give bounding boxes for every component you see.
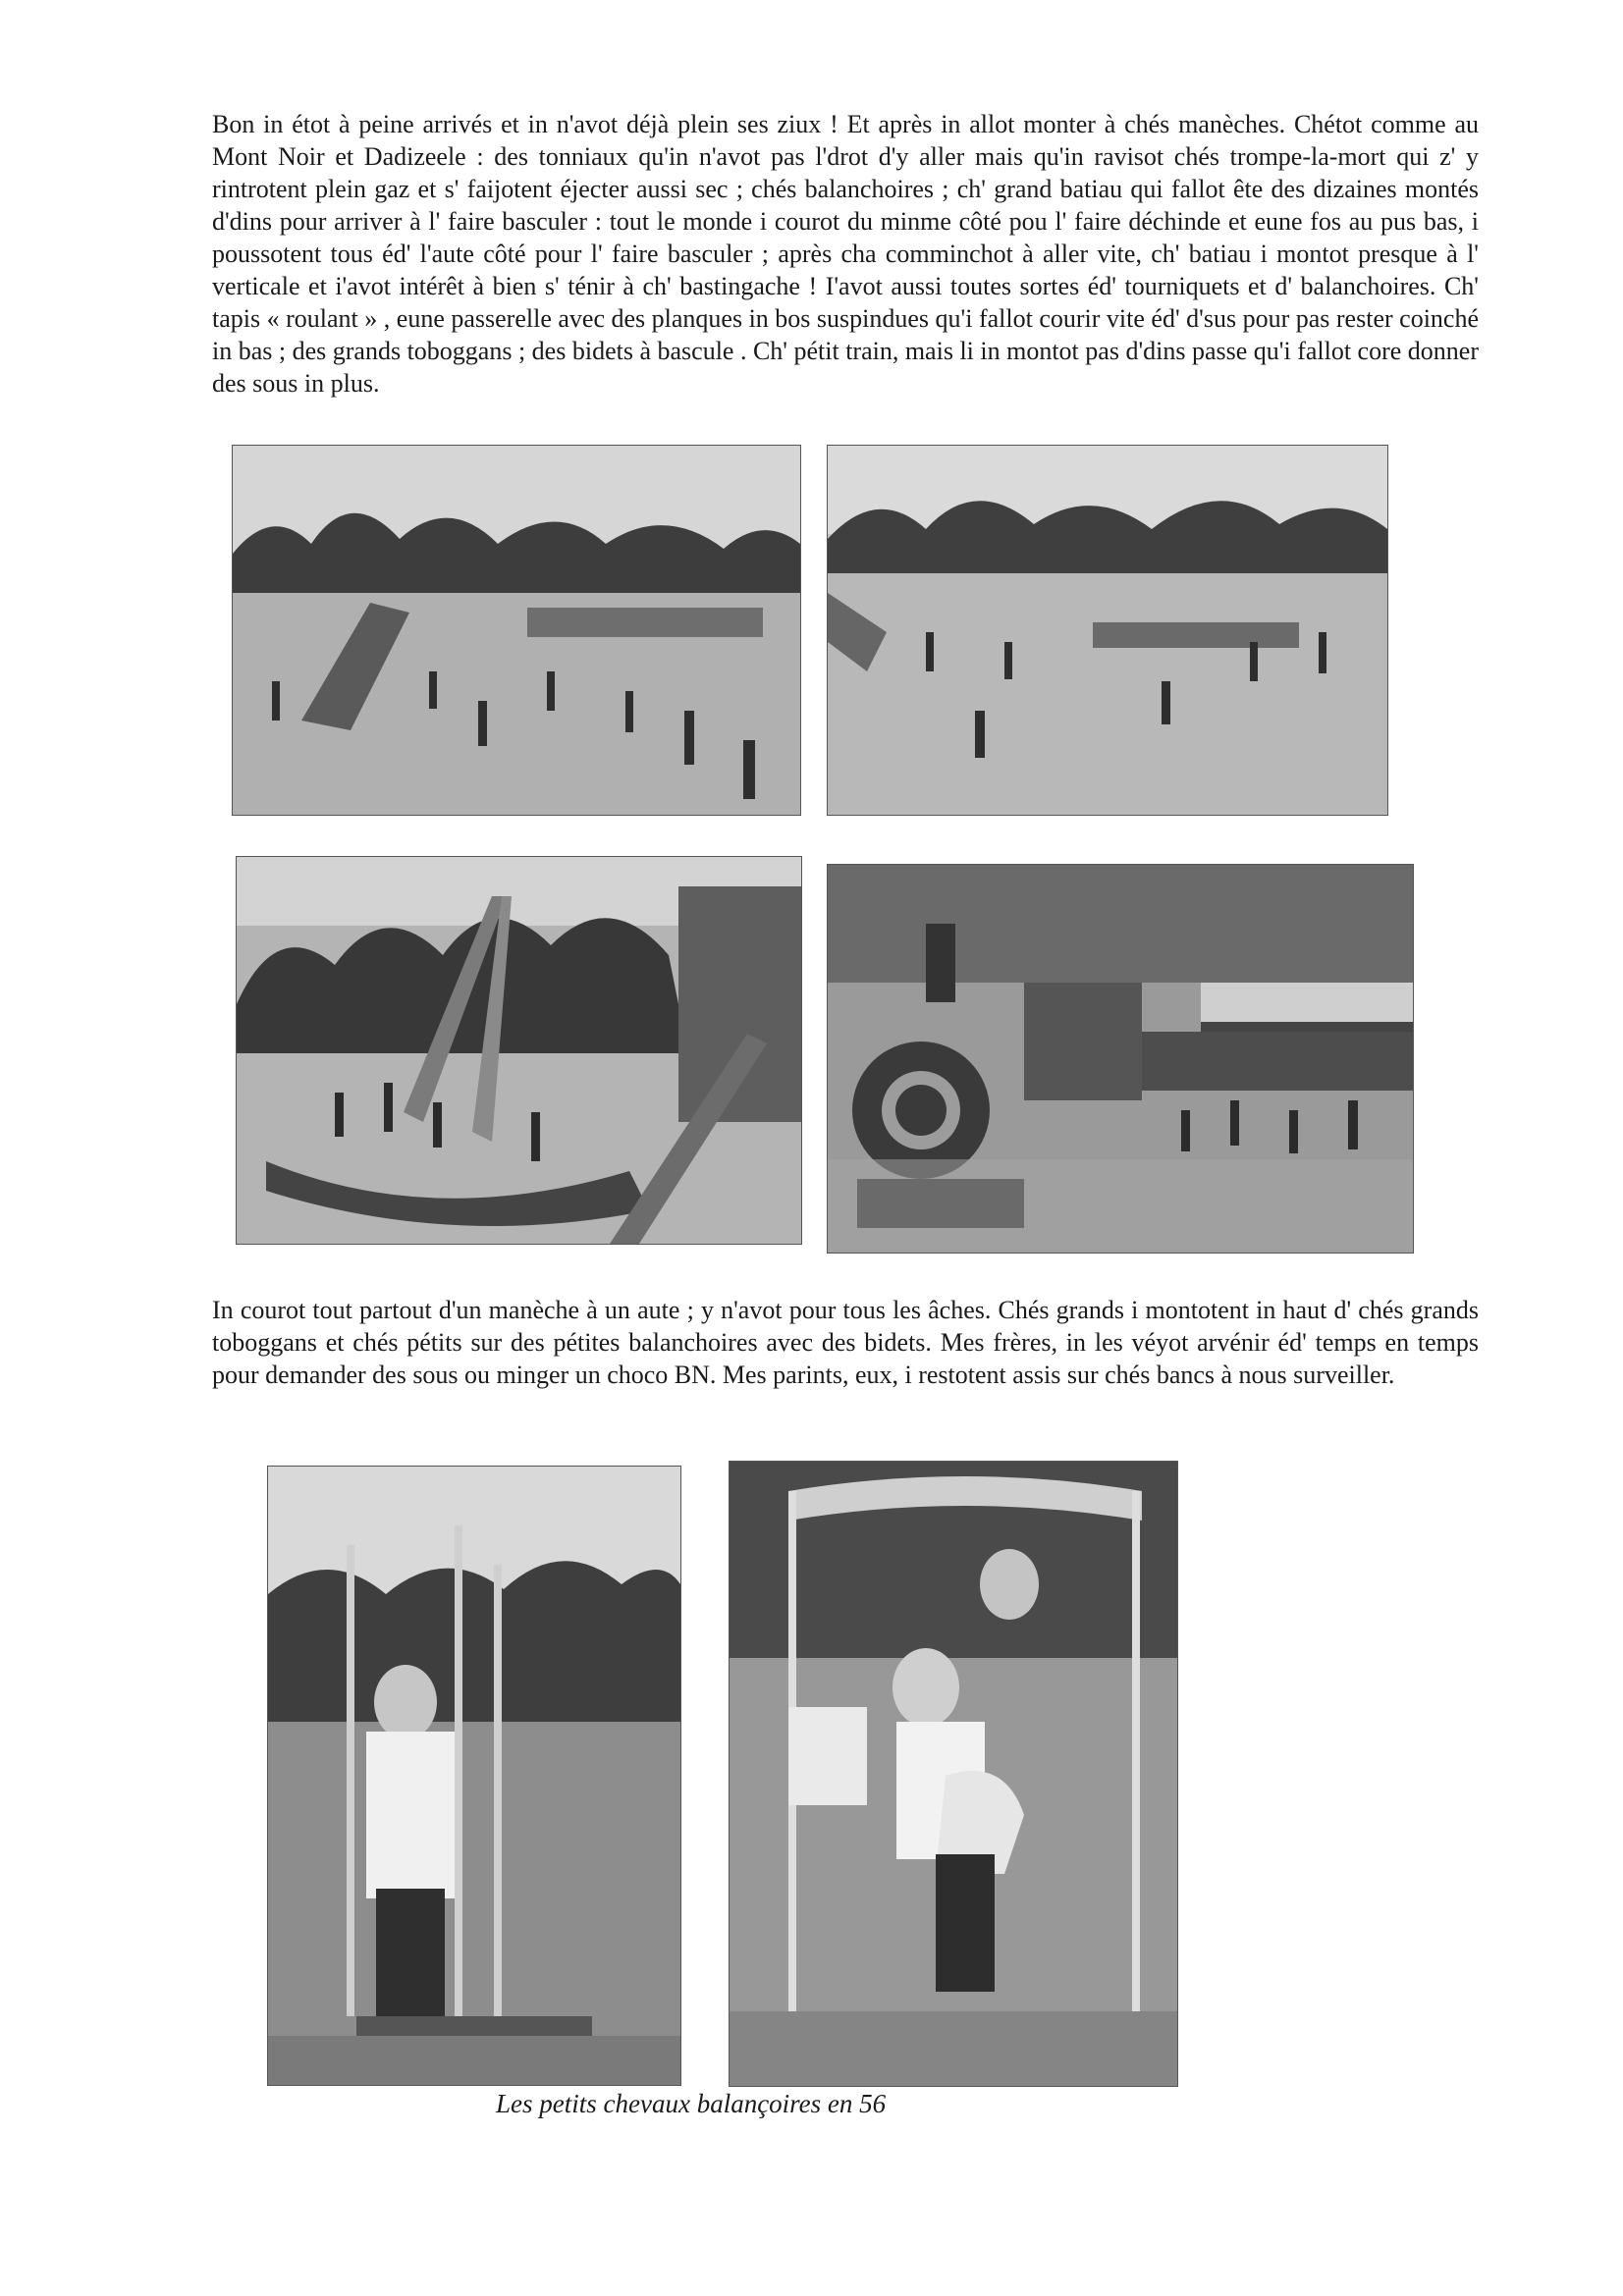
paragraph-intro-text: Bon in étot à peine arrivés et in n'avot déjà plein ses ziux ! Et après in allot monter à chés manèches. Chétot comme au Mont Noir et Dadizeele : des tonniaux qu'in n'avot pas l'drot d'y aller mais qu'in ravisot chés trompe-la-mort qui z' y rintrotent plein gaz et s' faijotent éjecter aussi sec ; chés balanchoires ; ch' grand batiau qui fallot ête des dizaines montés d'dins pour arriver à l' faire basculer : tout le monde i courot du minme côté pou l' faire déchinde et eune fos au pus bas, i poussotent tous éd' l'aute côté pour l' faire basculer ; après cha comminchot à aller vite, ch' batiau i montot presque à l' verticale et i'avot intérêt à bien s' ténir à ch' bastingache ! I'avot aussi toutes sortes éd' tourniquets et d' balanchoires. Ch' tapis « roulant » , eune passerelle avec des planques in bos suspindues qu'i fallot courir vite éd' d'sus pour pas rester coinché in bas ; des grands toboggans ; des bidets à bascule . Ch' pétit train, mais li in montot pas d'dins passe qu'i fallot core donner des sous in plus. [212, 110, 1479, 398]
photo-park-overview-right [827, 445, 1388, 816]
paragraph-running-text: In courot tout partout d'un manèche à un aute ; y n'avot pour tous les âches. Chés grands i montotent in haut d' chés grands toboggans et chés pétits sur des pétites balanchoires avec des bidets. Mes frères, in les véyot arvénir éd' temps en temps pour demander des sous ou minger un choco BN. Mes parints, eux, i restotent assis sur chés bancs à nous surveiller. [212, 1296, 1479, 1389]
paragraph-running [212, 1294, 1479, 1391]
photo-boy-on-rocking-horse-left [267, 1466, 681, 2086]
photo-slides-and-ladder [236, 856, 802, 1245]
photo-park-overview-left [232, 445, 801, 816]
photo-caption: Les petits chevaux balançoires en 56 [496, 2089, 887, 2118]
photo-boy-on-rocking-horse-right [729, 1461, 1178, 2087]
photo-little-train [827, 864, 1414, 1254]
paragraph-intro [212, 108, 1479, 400]
